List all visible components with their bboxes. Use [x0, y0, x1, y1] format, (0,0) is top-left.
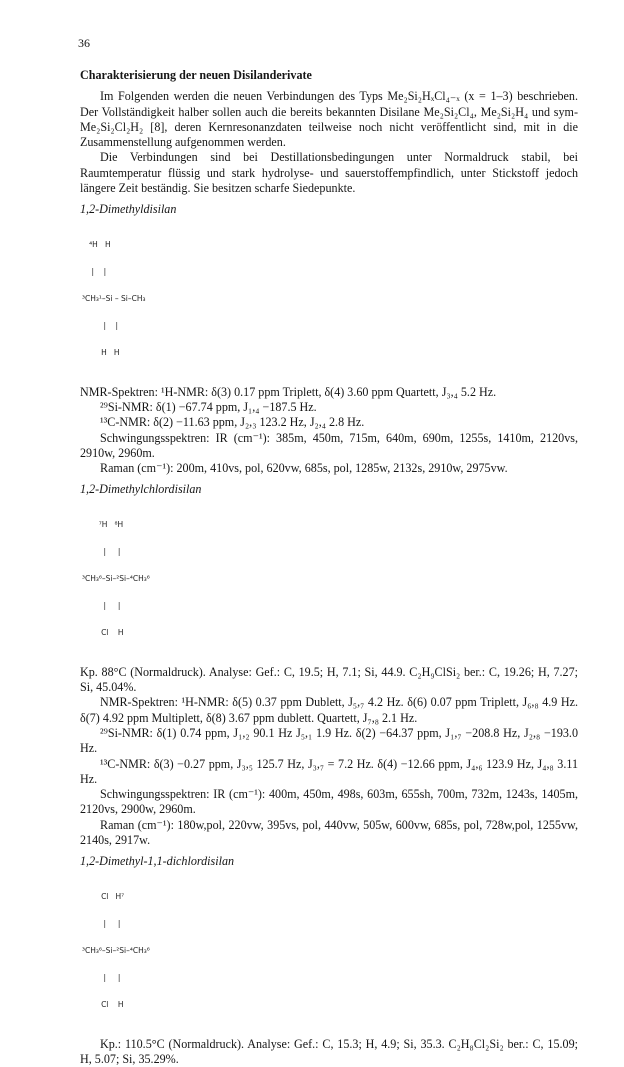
nmr-paragraph: NMR-Spektren: ¹H-NMR: δ(5) 0.37 ppm Dublett, J₅,₇ 4.2 Hz. δ(6) 0.07 ppm Triplett, J₆,₈ 4.9 Hz. δ(7) 4.92 ppm Multiplett, δ(8) 3.67 ppm dublett. Quartett, J₇,₈ 2.1 Hz.: [80, 695, 578, 725]
nmr-paragraph: ²⁹Si-NMR: δ(1) −67.74 ppm, J₁,₄ −187.5 Hz.: [100, 399, 317, 414]
formula-line: ³CH₃⁶–Si–²Si–⁴CH₃⁶: [82, 573, 150, 583]
analysis-paragraph: Kp.: 110.5°C (Normaldruck). Analyse: Gef.: C, 15.3; H, 4.9; Si, 35.3. C₂H₈Cl₂Si₂ ber.: C, 15.09; H, 5.07; Si, 35.29%.: [80, 1036, 578, 1066]
formula-line: Cl H⁷: [82, 891, 125, 901]
analysis-paragraph: Kp. 88°C (Normaldruck). Analyse: Gef.: C, 19.5; H, 7.1; Si, 44.9. C₂H₉ClSi₂ ber.: C, 19.26; H, 7.27; Si, 45.04%.: [80, 664, 578, 695]
page-number: 36: [78, 36, 90, 50]
nmr-paragraph: NMR-Spektren: ¹H-NMR: δ(3) 0.17 ppm Triplett, δ(4) 3.60 ppm Quartett, J₃,₄ 5.2 Hz.: [80, 384, 497, 399]
compound-title: 1,2-Dimethyldisilan: [80, 202, 177, 217]
nmr-paragraph: ²⁹Si-NMR: δ(1) 0.74 ppm, J₁,₂ 90.1 Hz J₅,₁ 1.9 Hz. δ(2) −64.37 ppm, J₁,₇ −208.8 Hz, J₂,₈ −193.0 Hz.: [80, 725, 578, 756]
formula-line: | |: [82, 320, 119, 330]
formula-line: | |: [82, 266, 107, 276]
formula-line: Cl H: [82, 999, 124, 1009]
structural-formula: [82, 502, 578, 655]
formula-line: ³CH₃¹–Si – Si–CH₃: [82, 293, 146, 303]
structural-formula: [82, 874, 578, 1027]
formula-line: ³CH₃⁶–Si–²Si–⁴CH₃⁶: [82, 945, 150, 955]
formula-line: ⁴H H: [82, 239, 111, 249]
compound-title: 1,2-Dimethyl-1,1-dichlordisilan: [80, 854, 235, 869]
ir-paragraph: Schwingungsspektren: IR (cm⁻¹): 400m, 450m, 498s, 603m, 655sh, 700m, 732m, 1243s, 1405m, 2120vs, 2900w, 2960m.: [80, 787, 578, 817]
page-content: [80, 68, 578, 1067]
raman-paragraph: Raman (cm⁻¹): 180w,pol, 220vw, 395vs, pol, 440vw, 505w, 600vw, 685s, pol, 728w,pol, 1255vw, 2140s, 2917w.: [80, 817, 578, 848]
intro-paragraph-1: Im Folgenden werden die neuen Verbindungen des Typs Me₂Si₂HₓCl₄₋ₓ (x = 1–3) beschrieben. Der Vollständigkeit halber sollen auch die bereits bekannten Disilane Me₂Si₂Cl₄, Me₂Si₂H₄ und sym-Me₂Si₂Cl₂H₂ [8], deren Kernresonanzdaten teilweise noch nicht veröffentlicht sind, mit in die Zusammenstellung aufgenommen werden.: [80, 89, 578, 150]
nmr-paragraph: ¹³C-NMR: δ(2) −11.63 ppm, J₂,₃ 123.2 Hz, J₂,₄ 2.8 Hz.: [100, 415, 365, 430]
ir-paragraph: Schwingungsspektren: IR (cm⁻¹): 385m, 450m, 715m, 640m, 690m, 1255s, 1410m, 2120vs, 2910w, 2960m.: [80, 430, 578, 460]
compound-title: 1,2-Dimethylchlordisilan: [80, 482, 202, 497]
formula-line: Cl H: [82, 627, 124, 637]
formula-line: | |: [82, 918, 121, 928]
formula-line: | |: [82, 600, 121, 610]
formula-line: | |: [82, 546, 121, 556]
section-heading: Charakterisierung der neuen Disilanderivate: [80, 68, 312, 82]
raman-paragraph: Raman (cm⁻¹): 200m, 410vs, pol, 620vw, 685s, pol, 1285w, 2132s, 2910w, 2975vw.: [100, 461, 508, 476]
intro-paragraph-2: Die Verbindungen sind bei Destillationsbedingungen unter Normaldruck stabil, bei Raumtemperatur flüssig und stark hydrolyse- und sauerstoffempfindlich, unter Stickstoff jedoch längere Zeit beständig. Sie besitzen scharfe Siedepunkte.: [80, 150, 578, 196]
formula-line: H H: [82, 347, 120, 357]
nmr-paragraph: ¹³C-NMR: δ(3) −0.27 ppm, J₃,₅ 125.7 Hz, J₃,₇ = 7.2 Hz. δ(4) −12.66 ppm, J₄,₆ 123.9 Hz, J₄,₈ 3.11 Hz.: [80, 756, 578, 786]
structural-formula: [82, 222, 578, 375]
formula-line: | |: [82, 972, 121, 982]
formula-line: ⁷H ⁸H: [82, 519, 124, 529]
